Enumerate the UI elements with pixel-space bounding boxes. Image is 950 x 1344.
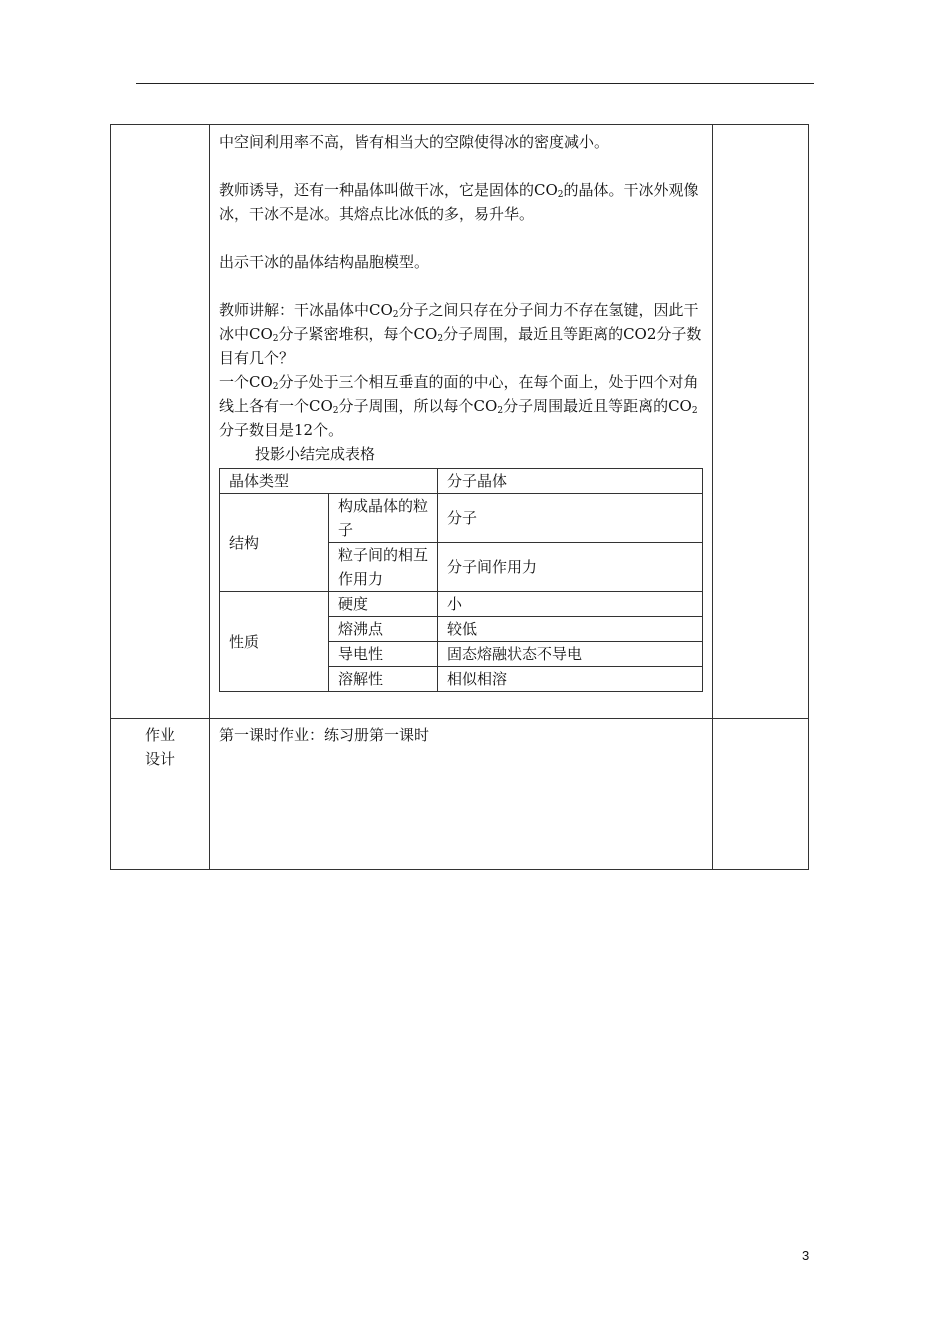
structure-label: 结构 (220, 494, 329, 592)
row-value: 固态熔融状态不导电 (438, 642, 703, 667)
homework-label-line2: 设计 (144, 750, 175, 768)
right-notes-cell (713, 125, 809, 719)
homework-label-cell (111, 719, 210, 870)
row-value: 较低 (438, 617, 703, 642)
homework-content-cell (210, 719, 713, 870)
row-label: 导电性 (329, 642, 438, 667)
homework-content: 第一课时作业：练习册第一课时 (219, 726, 430, 744)
paragraph-4: 教师讲解：干冰晶体中$CO_2$分子之间只存在分子间力不存在氢键，因此干冰中$CO_2$分子紧密堆积，每个$CO_2$分子周围，最近且等距离的CO2分子数目有几个？ (219, 301, 702, 367)
page-number: 3 (802, 1248, 810, 1263)
row-value: 相似相溶 (438, 667, 703, 692)
lesson-plan-table (110, 124, 809, 870)
row-value: 分子 (438, 494, 703, 543)
homework-label-line1: 作业 (144, 726, 175, 744)
paragraph-3: 出示干冰的晶体结构晶胞模型。 (219, 253, 430, 271)
row-value: 分子间作用力 (438, 543, 703, 592)
row-label: 熔沸点 (329, 617, 438, 642)
row-value: 小 (438, 592, 703, 617)
main-content-cell (210, 125, 713, 719)
header-molecular-crystal: 分子晶体 (438, 469, 703, 494)
header-rule (136, 83, 814, 84)
paragraph-2: 教师诱导，还有一种晶体叫做干冰，它是固体的$CO_2$的晶体。干冰外观像冰，干冰不是冰。其熔点比冰低的多，易升华。 (219, 181, 699, 223)
property-label: 性质 (220, 592, 329, 692)
homework-row (111, 719, 809, 870)
summary-header-row (220, 469, 703, 494)
table-caption: 投影小结完成表格 (255, 445, 376, 463)
left-label-cell (111, 125, 210, 719)
paragraph-1: 中空间利用率不高，皆有相当大的空隙使得冰的密度减小。 (219, 133, 610, 151)
homework-notes-cell (713, 719, 809, 870)
row-label: 溶解性 (329, 667, 438, 692)
paragraph-5: 一个$CO_2$分子处于三个相互垂直的面的中心，在每个面上，处于四个对角线上各有一个$CO_2$分子周围，所以每个$CO_2$分子周围最近且等距离的$CO_2$分子数目是12个。 (219, 373, 699, 439)
summary-table (219, 468, 703, 692)
content-row (111, 125, 809, 719)
table-row (220, 494, 703, 543)
row-label: 粒子间的相互作用力 (329, 543, 438, 592)
row-label: 硬度 (329, 592, 438, 617)
header-crystal-type: 晶体类型 (220, 469, 438, 494)
row-label: 构成晶体的粒子 (329, 494, 438, 543)
table-row (220, 592, 703, 617)
